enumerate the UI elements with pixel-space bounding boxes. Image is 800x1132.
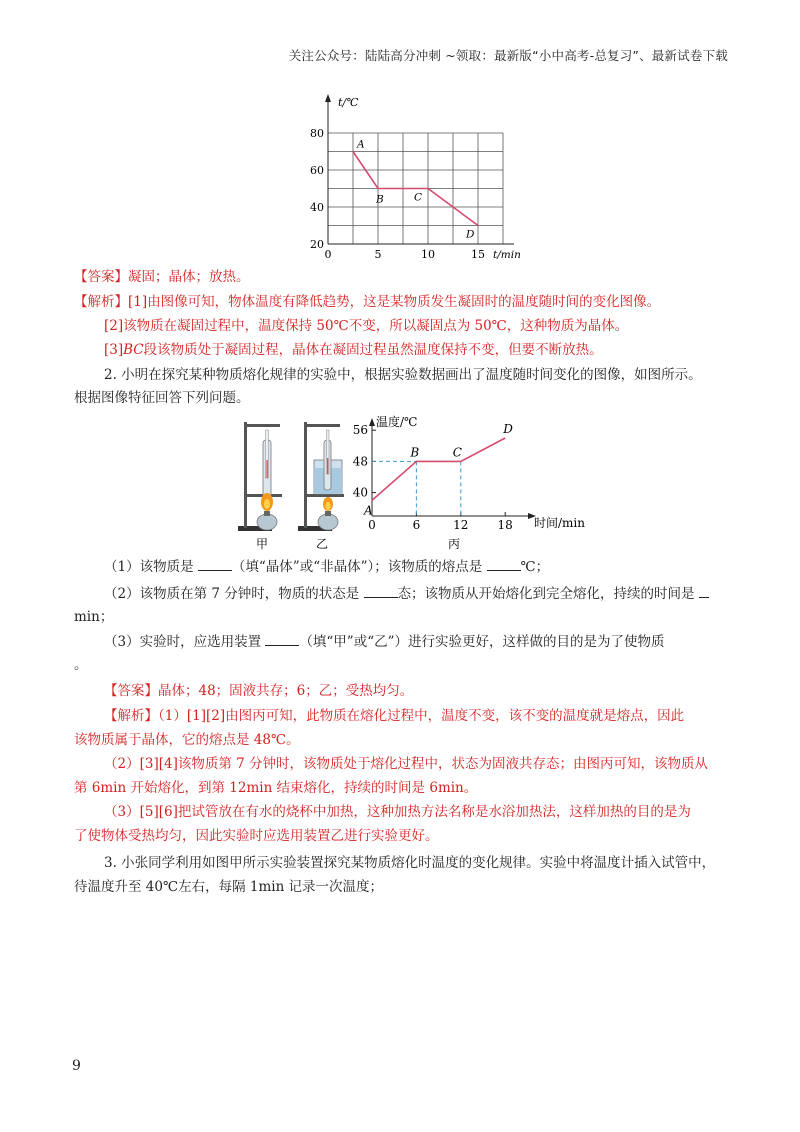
answer-text: 晶体；48；固液共存；6；乙；受热均匀。 <box>158 683 414 699</box>
y-tick-label: 48 <box>352 454 368 469</box>
y-tick-label: 60 <box>310 164 324 177</box>
x-axis-label: t/min <box>493 249 521 261</box>
q1-analysis-2: [2]该物质在凝固过程中，温度保持 50℃不变，所以凝固点为 50℃，这种物质为晶体。 <box>104 318 629 334</box>
x-axis-label: 时间/min <box>534 516 585 530</box>
q2-analysis-1b: 该物质属于晶体，它的熔点是 48℃。 <box>74 732 300 748</box>
q3-stem-2: 待温度升至 40℃左右，每隔 1min 记录一次温度； <box>74 879 384 895</box>
q1-analysis-1: 【解析】[1]由图像可知，物体温度有降低趋势，这是某物质发生凝固时的温度随时间的变化图像。 <box>74 294 661 310</box>
x-tick-label: 12 <box>453 518 469 532</box>
melting-figure <box>232 410 632 552</box>
q2-stem-1: 2. 小明在探究某种物质熔化规律的实验中，根据实验数据画出了温度随时间变化的图像，如图所示。 <box>104 367 702 383</box>
q1-answer <box>74 266 732 288</box>
point-label-a: A <box>364 503 373 518</box>
blank-2[interactable] <box>487 558 521 571</box>
answer-text: 凝固；晶体；放热。 <box>128 269 250 285</box>
x-tick-label: 0 <box>368 518 376 532</box>
q2-sub3: （3）实验时，应选用装置 （填“甲”或“乙”）进行实验更好，这样做的目的是为了使物质 <box>104 634 665 650</box>
answer-tag: 【答案】 <box>104 683 158 699</box>
page-number: 9 <box>72 1058 81 1074</box>
x-tick-label: 0 <box>324 248 332 261</box>
fig-label-jia: 甲 <box>255 537 269 551</box>
blank-4[interactable] <box>699 585 709 598</box>
q2-analysis-3: （3）[5][6]把试管放在有水的烧杯中加热，这种加热方法名称是水浴加热法，这样加热的目的是为 <box>104 804 691 820</box>
x-tick-label: 15 <box>471 248 485 261</box>
x-tick-label: 10 <box>421 248 435 261</box>
q1-analysis-3: [3]BC段该物质处于凝固过程，晶体在凝固过程虽然温度保持不变，但要不断放热。 <box>104 342 603 358</box>
y-axis-arrow <box>369 418 375 426</box>
y-tick-label: 20 <box>310 238 324 251</box>
blank-5[interactable] <box>265 633 299 646</box>
cooling-curve-chart <box>300 92 530 264</box>
y-axis-arrow <box>325 94 331 102</box>
y-tick-label: 56 <box>352 423 368 438</box>
q2-sub3-cont: 。 <box>74 657 88 673</box>
y-tick-label: 80 <box>310 127 324 140</box>
x-tick-label: 5 <box>374 248 382 261</box>
q2-sub2-cont: min； <box>74 609 114 625</box>
q2-answer <box>104 680 732 702</box>
analysis-tag: 【解析】 <box>74 294 128 310</box>
y-tick-label: 40 <box>310 201 324 214</box>
q2-analysis-2b: 第 6min 开始熔化，到第 12min 结束熔化，持续的时间是 6min。 <box>74 780 478 796</box>
point-label-d: D <box>466 228 475 241</box>
melting-curve-line <box>372 438 505 500</box>
q2-analysis-1: 【解析】（1）[1][2]由图丙可知，此物质在熔化过程中，温度不变，该不变的温度就是熔点，因此 <box>104 708 685 724</box>
x-tick-label: 18 <box>497 518 513 532</box>
y-axis-label: 温度/℃ <box>376 415 418 429</box>
y-tick-label: 40 <box>352 485 368 500</box>
point-label-a: A <box>357 138 365 151</box>
analysis-tag: 【解析】 <box>104 708 158 724</box>
point-label-b: B <box>410 445 420 460</box>
answer-tag: 【答案】 <box>74 269 128 285</box>
q2-sub2: （2）该物质在第 7 分钟时，物质的状态是 态；该物质从开始熔化到完全熔化，持续的时间是 <box>104 583 732 605</box>
fig-label-bing: 丙 <box>447 537 461 551</box>
q3-stem-1: 3. 小张同学利用如图甲所示实验装置探究某物质熔化时温度的变化规律。实验中将温度计插入试管中， <box>104 855 716 871</box>
page-header: 关注公众号：陆陆高分冲刺 ~领取：最新版“小中高考-总复习”、最新试卷下载 <box>288 48 728 63</box>
point-label-d: D <box>503 422 513 436</box>
q2-analysis-3b: 了使物体受热均匀，因此实验时应选用装置乙进行实验更好。 <box>74 828 439 844</box>
q2-analysis-2: （2）[3][4]该物质第 7 分钟时，该物质处于熔化过程中，状态为固液共存态；由图丙可知，该物质从 <box>104 756 709 772</box>
melting-chart <box>353 414 586 532</box>
apparatus-jia <box>238 422 282 531</box>
blank-3[interactable] <box>364 585 398 598</box>
apparatus-yi <box>298 422 344 531</box>
point-label-b: B <box>376 193 384 206</box>
point-label-c: C <box>414 191 423 204</box>
point-label-c: C <box>452 445 462 460</box>
q2-stem-2: 根据图像特征回答下列问题。 <box>74 390 250 406</box>
blank-1[interactable] <box>198 558 232 571</box>
x-tick-label: 6 <box>412 518 421 532</box>
q2-sub1: （1）该物质是 （填“晶体”或“非晶体”）；该物质的熔点是 ℃； <box>104 559 550 575</box>
y-axis-label: t/℃ <box>338 96 359 109</box>
fig-label-yi: 乙 <box>315 537 329 551</box>
